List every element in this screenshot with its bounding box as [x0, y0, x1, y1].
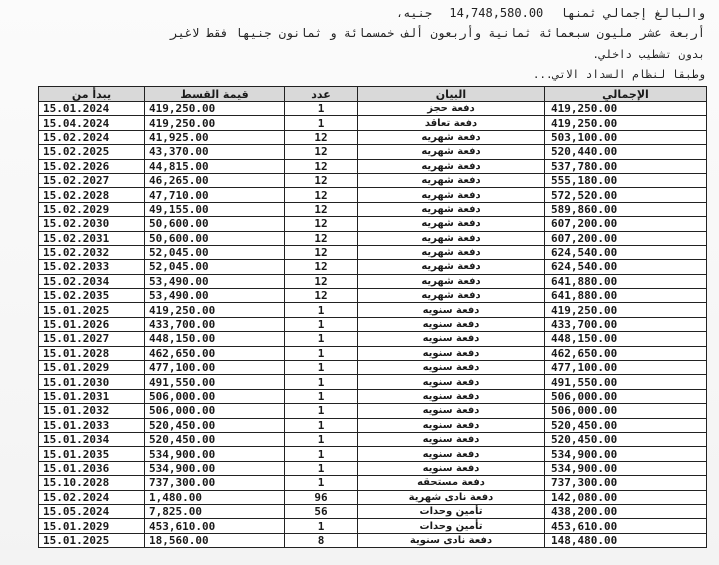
count-cell: 1	[285, 389, 358, 403]
start-date-cell: 15.01.2029	[39, 519, 145, 533]
column-header-count: عدد	[285, 87, 358, 102]
description-cell: تأمين وحدات	[358, 519, 545, 533]
start-date-cell: 15.01.2036	[39, 461, 145, 475]
table-row	[39, 130, 707, 144]
total-cell: 624,540.00	[545, 260, 707, 274]
total-price-line	[15, 6, 705, 20]
installment-value-cell: 50,600.00	[145, 217, 285, 231]
total-cell: 641,880.00	[545, 274, 707, 288]
count-cell: 1	[285, 102, 358, 116]
installment-value-cell: 18,560.00	[145, 533, 285, 547]
table-row	[39, 202, 707, 216]
table-row	[39, 231, 707, 245]
total-price-amount: 14,748,580.00	[449, 6, 544, 20]
description-cell: دفعة سنويه	[358, 375, 545, 389]
table-header-row	[39, 87, 707, 102]
total-cell: 607,200.00	[545, 231, 707, 245]
total-cell: 624,540.00	[545, 245, 707, 259]
count-cell: 12	[285, 188, 358, 202]
finishing-note: بدون تشطيب داخلي.	[592, 48, 705, 61]
start-date-cell: 15.02.2034	[39, 274, 145, 288]
start-date-cell: 15.01.2032	[39, 404, 145, 418]
installment-value-cell: 520,450.00	[145, 432, 285, 446]
installment-value-cell: 53,490.00	[145, 289, 285, 303]
description-cell: دفعة شهريه	[358, 202, 545, 216]
table-row	[39, 145, 707, 159]
total-cell: 438,200.00	[545, 504, 707, 518]
count-cell: 1	[285, 346, 358, 360]
count-cell: 12	[285, 202, 358, 216]
start-date-cell: 15.01.2025	[39, 303, 145, 317]
total-cell: 520,450.00	[545, 432, 707, 446]
count-cell: 12	[285, 130, 358, 144]
table-row	[39, 303, 707, 317]
table-row	[39, 519, 707, 533]
total-cell: 148,480.00	[545, 533, 707, 547]
table-row	[39, 504, 707, 518]
table-row	[39, 375, 707, 389]
installment-value-cell: 506,000.00	[145, 389, 285, 403]
description-cell: دفعة شهريه	[358, 260, 545, 274]
description-cell: دفعة سنويه	[358, 317, 545, 331]
table-row	[39, 476, 707, 490]
installment-value-cell: 46,265.00	[145, 173, 285, 187]
table-row	[39, 245, 707, 259]
count-cell: 1	[285, 432, 358, 446]
start-date-cell: 15.02.2031	[39, 231, 145, 245]
installment-value-cell: 737,300.00	[145, 476, 285, 490]
installment-value-cell: 520,450.00	[145, 418, 285, 432]
start-date-cell: 15.04.2024	[39, 116, 145, 130]
installment-value-cell: 52,045.00	[145, 260, 285, 274]
table-row	[39, 173, 707, 187]
count-cell: 12	[285, 173, 358, 187]
start-date-cell: 15.02.2029	[39, 202, 145, 216]
total-cell: 589,860.00	[545, 202, 707, 216]
total-cell: 555,180.00	[545, 173, 707, 187]
count-cell: 56	[285, 504, 358, 518]
description-cell: دفعة شهريه	[358, 173, 545, 187]
table-row	[39, 533, 707, 547]
total-cell: 737,300.00	[545, 476, 707, 490]
total-cell: 534,900.00	[545, 447, 707, 461]
start-date-cell: 15.01.2024	[39, 102, 145, 116]
count-cell: 1	[285, 317, 358, 331]
installment-value-cell: 453,610.00	[145, 519, 285, 533]
total-cell: 477,100.00	[545, 361, 707, 375]
start-date-cell: 15.01.2031	[39, 389, 145, 403]
start-date-cell: 15.01.2030	[39, 375, 145, 389]
total-price-currency: جنيه،	[395, 6, 433, 20]
total-cell: 503,100.00	[545, 130, 707, 144]
table-row	[39, 404, 707, 418]
table-row	[39, 389, 707, 403]
installment-value-cell: 52,045.00	[145, 245, 285, 259]
table-row	[39, 217, 707, 231]
description-cell: دفعة سنويه	[358, 447, 545, 461]
count-cell: 1	[285, 361, 358, 375]
start-date-cell: 15.02.2026	[39, 159, 145, 173]
installment-value-cell: 47,710.00	[145, 188, 285, 202]
installment-value-cell: 534,900.00	[145, 461, 285, 475]
installment-value-cell: 41,925.00	[145, 130, 285, 144]
start-date-cell: 15.01.2035	[39, 447, 145, 461]
count-cell: 1	[285, 418, 358, 432]
table-row	[39, 159, 707, 173]
table-row	[39, 102, 707, 116]
description-cell: دفعة سنويه	[358, 461, 545, 475]
description-cell: دفعة شهريه	[358, 188, 545, 202]
column-header-total: الإجمالي	[545, 87, 707, 102]
table-row	[39, 274, 707, 288]
table-row	[39, 461, 707, 475]
count-cell: 1	[285, 375, 358, 389]
table-row	[39, 432, 707, 446]
count-cell: 1	[285, 332, 358, 346]
description-cell: دفعة سنويه	[358, 389, 545, 403]
start-date-cell: 15.01.2033	[39, 418, 145, 432]
installment-value-cell: 49,155.00	[145, 202, 285, 216]
total-cell: 572,520.00	[545, 188, 707, 202]
description-cell: دفعة نادى شهرية	[358, 490, 545, 504]
installment-value-cell: 1,480.00	[145, 490, 285, 504]
description-cell: دفعة سنويه	[358, 346, 545, 360]
table-row	[39, 447, 707, 461]
start-date-cell: 15.02.2033	[39, 260, 145, 274]
count-cell: 1	[285, 476, 358, 490]
description-cell: دفعة حجز	[358, 102, 545, 116]
total-cell: 448,150.00	[545, 332, 707, 346]
start-date-cell: 15.02.2028	[39, 188, 145, 202]
table-row	[39, 289, 707, 303]
description-cell: دفعة شهريه	[358, 145, 545, 159]
installment-value-cell: 419,250.00	[145, 303, 285, 317]
table-row	[39, 332, 707, 346]
start-date-cell: 15.02.2025	[39, 145, 145, 159]
count-cell: 1	[285, 404, 358, 418]
description-cell: دفعة تعاقد	[358, 116, 545, 130]
start-date-cell: 15.02.2030	[39, 217, 145, 231]
count-cell: 12	[285, 274, 358, 288]
total-cell: 419,250.00	[545, 116, 707, 130]
installment-value-cell: 419,250.00	[145, 102, 285, 116]
count-cell: 12	[285, 245, 358, 259]
total-cell: 419,250.00	[545, 303, 707, 317]
payment-plan-intro: وطبقا لنظام السداد الاتي...	[532, 68, 705, 81]
table-row	[39, 317, 707, 331]
total-price-in-words: أربعة عشر مليون سبعمائة ثمانية وأربعون ألف خمسمائة و ثمانون جنيها فقط لاغير	[170, 26, 705, 40]
start-date-cell: 15.05.2024	[39, 504, 145, 518]
payment-schedule-table	[38, 86, 707, 548]
total-price-label: والبالغ إجمالي ثمنها	[560, 6, 705, 20]
description-cell: دفعة مستحقه	[358, 476, 545, 490]
count-cell: 1	[285, 461, 358, 475]
description-cell: دفعة سنويه	[358, 303, 545, 317]
description-cell: دفعة سنويه	[358, 332, 545, 346]
description-cell: دفعة شهريه	[358, 159, 545, 173]
table-row	[39, 260, 707, 274]
total-cell: 491,550.00	[545, 375, 707, 389]
installment-value-cell: 491,550.00	[145, 375, 285, 389]
count-cell: 1	[285, 447, 358, 461]
count-cell: 12	[285, 145, 358, 159]
table-body	[39, 102, 707, 548]
count-cell: 1	[285, 519, 358, 533]
count-cell: 12	[285, 231, 358, 245]
description-cell: دفعة سنويه	[358, 432, 545, 446]
table-row	[39, 346, 707, 360]
description-cell: دفعة شهريه	[358, 231, 545, 245]
installment-value-cell: 44,815.00	[145, 159, 285, 173]
total-cell: 142,080.00	[545, 490, 707, 504]
total-cell: 506,000.00	[545, 389, 707, 403]
total-cell: 534,900.00	[545, 461, 707, 475]
description-cell: دفعة نادى سنوية	[358, 533, 545, 547]
count-cell: 12	[285, 289, 358, 303]
start-date-cell: 15.02.2027	[39, 173, 145, 187]
description-cell: دفعة شهريه	[358, 245, 545, 259]
total-cell: 506,000.00	[545, 404, 707, 418]
installment-value-cell: 7,825.00	[145, 504, 285, 518]
column-header-start-date: يبدأ من	[39, 87, 145, 102]
start-date-cell: 15.02.2024	[39, 490, 145, 504]
start-date-cell: 15.10.2028	[39, 476, 145, 490]
total-cell: 641,880.00	[545, 289, 707, 303]
installment-value-cell: 534,900.00	[145, 447, 285, 461]
installment-value-cell: 477,100.00	[145, 361, 285, 375]
installment-value-cell: 50,600.00	[145, 231, 285, 245]
installment-value-cell: 506,000.00	[145, 404, 285, 418]
total-cell: 453,610.00	[545, 519, 707, 533]
count-cell: 8	[285, 533, 358, 547]
start-date-cell: 15.02.2035	[39, 289, 145, 303]
installment-value-cell: 43,370.00	[145, 145, 285, 159]
count-cell: 1	[285, 116, 358, 130]
start-date-cell: 15.02.2024	[39, 130, 145, 144]
start-date-cell: 15.01.2027	[39, 332, 145, 346]
count-cell: 12	[285, 260, 358, 274]
total-cell: 520,450.00	[545, 418, 707, 432]
table-row	[39, 116, 707, 130]
description-cell: دفعة سنويه	[358, 404, 545, 418]
start-date-cell: 15.01.2026	[39, 317, 145, 331]
column-header-installment-value: قيمة القسط	[145, 87, 285, 102]
start-date-cell: 15.02.2032	[39, 245, 145, 259]
table-row	[39, 490, 707, 504]
table-row	[39, 188, 707, 202]
count-cell: 1	[285, 303, 358, 317]
start-date-cell: 15.01.2034	[39, 432, 145, 446]
start-date-cell: 15.01.2029	[39, 361, 145, 375]
start-date-cell: 15.01.2028	[39, 346, 145, 360]
description-cell: دفعة شهريه	[358, 130, 545, 144]
description-cell: دفعة شهريه	[358, 217, 545, 231]
description-cell: دفعة سنويه	[358, 418, 545, 432]
description-cell: دفعة شهريه	[358, 289, 545, 303]
table-row	[39, 361, 707, 375]
total-cell: 537,780.00	[545, 159, 707, 173]
column-header-description: البيان	[358, 87, 545, 102]
total-cell: 520,440.00	[545, 145, 707, 159]
description-cell: دفعة شهريه	[358, 274, 545, 288]
total-cell: 607,200.00	[545, 217, 707, 231]
installment-value-cell: 462,650.00	[145, 346, 285, 360]
installment-value-cell: 448,150.00	[145, 332, 285, 346]
installment-value-cell: 433,700.00	[145, 317, 285, 331]
count-cell: 12	[285, 217, 358, 231]
total-cell: 419,250.00	[545, 102, 707, 116]
total-cell: 433,700.00	[545, 317, 707, 331]
total-cell: 462,650.00	[545, 346, 707, 360]
count-cell: 12	[285, 159, 358, 173]
table-row	[39, 418, 707, 432]
start-date-cell: 15.01.2025	[39, 533, 145, 547]
count-cell: 96	[285, 490, 358, 504]
description-cell: تأمين وحدات	[358, 504, 545, 518]
description-cell: دفعة سنويه	[358, 361, 545, 375]
installment-value-cell: 53,490.00	[145, 274, 285, 288]
installment-value-cell: 419,250.00	[145, 116, 285, 130]
